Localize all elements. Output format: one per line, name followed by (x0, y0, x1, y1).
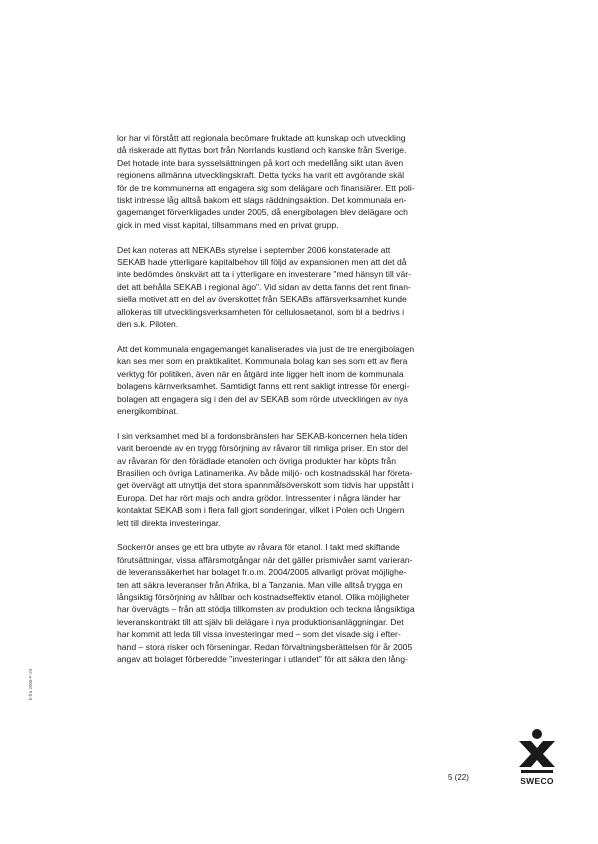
text-line: get övervägt att utnyttja det stora spannmålsöverskott som tidvis har uppstått i (117, 480, 414, 491)
text-line: Det hotade inte bara sysselsättningen på kort och medellång sikt utan även (117, 157, 404, 168)
text-line: Att det kommunala engagemanget kanaliserades via just de tre energibolagen (117, 343, 415, 354)
paragraph-1 (117, 132, 469, 231)
sweco-logo (511, 726, 563, 790)
text-line: bolagens kärnverksamhet. Samtidigt fanns ett rent sakligt intresse för energi- (117, 381, 410, 392)
text-line: tiskt intresse låg alltså bakom ett slags räddningsaktion. Det kommunala en- (117, 195, 407, 206)
text-line: hand – stora risker och förseningar. Redan förvaltningsberättelsen för år 2005 (117, 641, 413, 652)
text-line: angav att bolaget förberedde "investeringar i utlandet" för att säkra den lång- (117, 654, 408, 664)
paragraph-3 (117, 343, 469, 417)
text-line: allokeras till utvecklingsverksamheten för cellulosaetanol, som bl a bedrivs i (117, 306, 405, 317)
logo-wordmark: SWECO (520, 776, 554, 786)
text-line: inte bedömdes önskvärt att ta i ytterligare en investerare "med hänsyn till vär- (117, 269, 411, 280)
text-line: gagemanget förverkligades under 2005, då energibolagen blev delägare och (117, 207, 408, 218)
text-line: ten att säkra leveranser från Afrika, bl a Tanzania. Man ville alltså trygga en (117, 579, 403, 590)
text-line: de leveranssäkerhet har bolaget fr.o.m. 2004/2005 allvarligt prövat möjlighe- (117, 567, 407, 578)
sweco-logo-icon (511, 726, 563, 776)
text-line: bolagen att engagera sig i den del av SEKAB som rörde utvecklingen av nya (117, 393, 408, 404)
text-line: lett till direkta investeringar. (117, 517, 221, 528)
body-text (117, 132, 469, 678)
text-line: SEKAB hade ytterligare kapitalbehov till följd av expansionen men att det då (117, 257, 407, 268)
text-line: det att behålla SEKAB i regional ägo". Vid sidan av detta fanns det rent finan- (117, 281, 411, 292)
text-line: kontaktat SEKAB som i flera fall gjort sonderingar, vilket i Polen och Ungern (117, 505, 405, 516)
text-line: då riskerade att flyttas bort från Norrlands kustland och kanske från Sverige. (117, 145, 407, 156)
text-line: den s.k. Piloten. (117, 319, 179, 330)
text-line: har övervägts – från att stödja tillkomsten av produktion och teckna långsiktiga (117, 604, 415, 615)
text-line: Brasilien och övriga Latinamerika. Av både miljö- och kostnadsskäl har företa- (117, 467, 413, 478)
paragraph-2 (117, 244, 469, 331)
text-line: kan ses mer som en praktikalitet. Kommunala bolag kan ses som ett av flera (117, 356, 408, 367)
text-line: för de tre kommunerna att engagera sig som delägare och finansiärer. Ett poli- (117, 182, 415, 193)
text-line: Det kan noteras att NEKABs styrelse i september 2006 konstaterade att (117, 244, 391, 255)
text-line: Europa. Det har rört majs och andra grödor. Intressenter i några länder har (117, 492, 401, 503)
text-line: verktyg för politiken, även när en åtgärd inte ligger helt inom de kommunala (117, 368, 404, 379)
text-line: I sin verksamhet med bl a fordonsbränslen har SEKAB-koncernen hela tiden (117, 430, 408, 441)
page-number: 5 (22) (448, 773, 469, 782)
text-line: har kommit att leda till vissa investeringar med – som det visade sig i efter- (117, 629, 401, 640)
text-line: siella motivet att en del av överskottet från SEKABs affärsverksamhet kunde (117, 294, 407, 305)
text-line: långsiktig försörjning av hållbar och kostnadseffektiv etanol. Olika möjligheter (117, 591, 410, 602)
text-line: förutsättningar, vissa affärsmotgångar när det gäller prismivåer samt varieran- (117, 554, 413, 565)
text-line: lor har vi förstått att regionala becömare fruktade att kunskap och utveckling (117, 133, 406, 143)
text-line: leveranskontrakt till att själv bli delägare i nya produktionsanläggningar. Det (117, 616, 404, 627)
text-line: Sockerrör anses ge ett bra utbyte av råvara för etanol. I takt med skiftande (117, 542, 400, 553)
text-line: gick in med visst kapital, tillsammans med en privat grupp. (117, 219, 339, 230)
paragraph-4 (117, 430, 469, 529)
paragraph-5 (117, 541, 469, 665)
text-line: regionens allmänna utvecklingskraft. Detta tycks ha varit ett avgörande skäl (117, 170, 405, 181)
side-document-code: b-fra 2006-F-23 (28, 668, 33, 700)
text-line: av råvaran för den förädlade etanolen och övriga produkter har köpts från (117, 455, 396, 466)
text-line: varit beroende av en trygg försörjning av råvaror till rimliga priser. En stor del (117, 443, 408, 454)
text-line: energikombinat. (117, 405, 179, 416)
